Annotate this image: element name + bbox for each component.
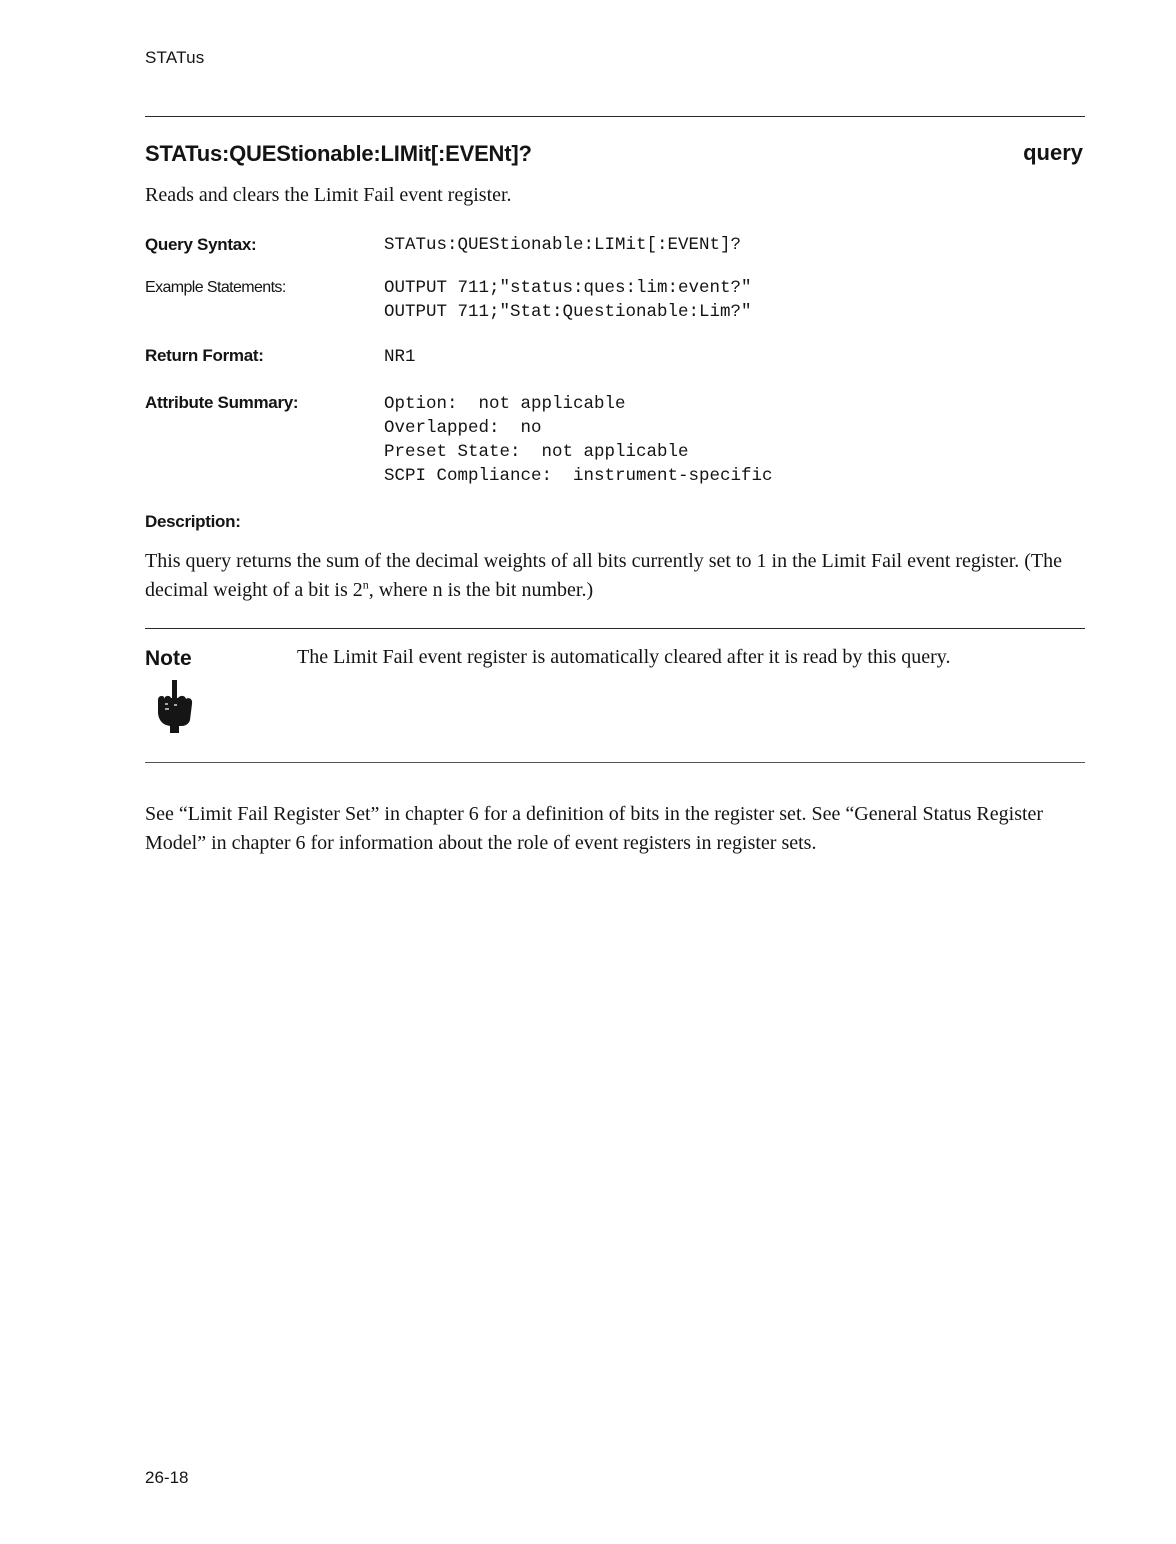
description-text-part1: This query returns the sum of the decimal weights of all bits currently set to 1 in the Limit Fail event register. (The decimal weight of a bit is 2 — [145, 550, 1063, 601]
command-summary: Reads and clears the Limit Fail event register. — [145, 184, 512, 206]
title-rule — [145, 116, 1085, 117]
query-syntax-value: STATus:QUEStionable:LIMit[:EVENt]? — [384, 235, 742, 255]
attribute-scpi-compliance: SCPI Compliance: instrument-specific — [384, 466, 773, 486]
attribute-option: Option: not applicable — [384, 394, 626, 414]
attribute-preset-state: Preset State: not applicable — [384, 442, 689, 462]
description-label: Description: — [145, 512, 241, 531]
return-format-label: Return Format: — [145, 346, 264, 365]
command-type: query — [1023, 140, 1083, 165]
attribute-summary-label: Attribute Summary: — [145, 393, 299, 412]
description-text-part2: , where n is the bit number.) — [368, 579, 594, 601]
return-format-value: NR1 — [384, 347, 416, 367]
note-top-rule — [145, 628, 1085, 629]
example-statement: OUTPUT 711;"status:ques:lim:event?" — [384, 278, 752, 298]
running-header: STATus — [145, 48, 205, 67]
note-bottom-rule — [145, 762, 1085, 763]
note-label: Note — [145, 647, 192, 670]
query-syntax-label: Query Syntax: — [145, 235, 257, 254]
example-statements-label: Example Statements: — [145, 279, 286, 296]
description-text — [145, 547, 1085, 605]
command-title: STATus:QUEStionable:LIMit[:EVENt]? — [145, 141, 532, 166]
example-statement: OUTPUT 711;"Stat:Questionable:Lim?" — [384, 302, 752, 322]
pointing-hand-icon-svg — [152, 678, 196, 736]
description-superscript: n — [362, 577, 369, 592]
page-number: 26-18 — [145, 1468, 189, 1487]
note-text: The Limit Fail event register is automatically cleared after it is read by this query. — [297, 646, 951, 668]
attribute-overlapped: Overlapped: no — [384, 418, 542, 438]
pointing-hand-icon — [152, 678, 196, 736]
see-also-paragraph: See “Limit Fail Register Set” in chapter 6 for a definition of bits in the register set. See “General Status Register Model” in chapter 6 for information about the role of event registers in register sets. — [145, 803, 1044, 854]
